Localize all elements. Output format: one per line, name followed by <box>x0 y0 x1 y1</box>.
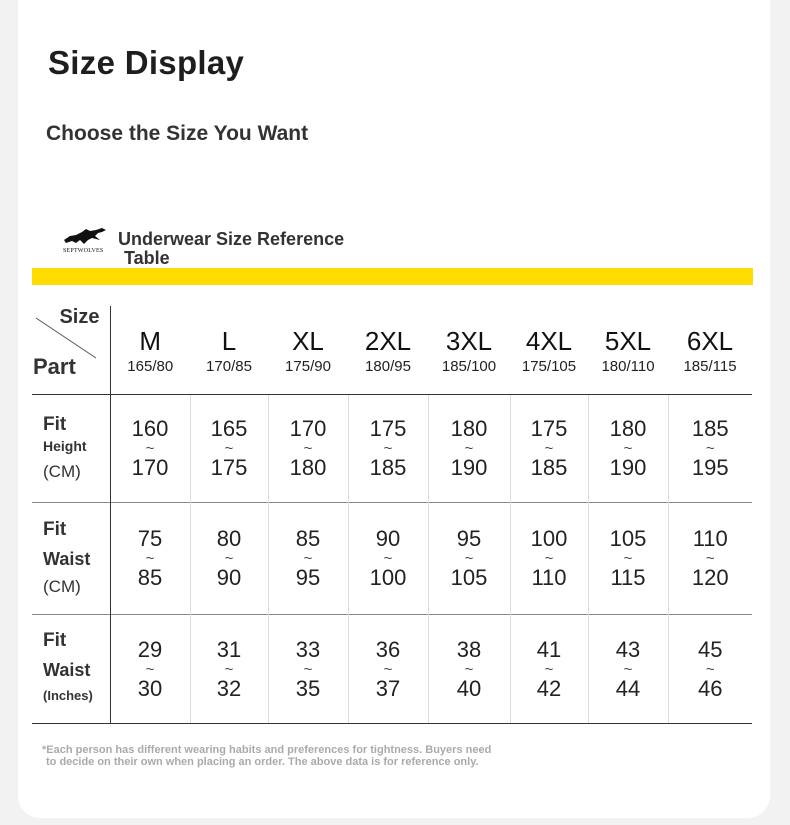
range-max: 115 <box>610 565 646 590</box>
range-min: 165 <box>210 416 248 441</box>
size-value-cell <box>668 503 752 615</box>
size-code: 170/85 <box>206 357 252 375</box>
row-label-cell <box>32 615 110 724</box>
table-row-fit-height <box>32 395 752 503</box>
range-min: 43 <box>615 636 641 662</box>
range-max: 190 <box>609 455 647 480</box>
size-code: 185/115 <box>683 357 737 375</box>
range-min: 160 <box>131 416 169 441</box>
table-row-fit-waist-cm <box>32 503 752 615</box>
size-code: 180/110 <box>601 357 655 375</box>
table-row-fit-waist-inches <box>32 615 752 724</box>
size-value-cell <box>110 503 190 615</box>
row-label-measure: Waist <box>43 548 91 569</box>
range-separator: ~ <box>705 440 715 457</box>
corner-part-label: Part <box>33 354 76 379</box>
range-separator: ~ <box>464 550 474 567</box>
row-label-fit: Fit <box>43 518 67 540</box>
size-value-cell <box>268 615 348 724</box>
size-value-cell <box>428 395 510 503</box>
range-max: 190 <box>450 455 488 480</box>
range-max: 180 <box>289 455 327 480</box>
range-separator: ~ <box>224 550 234 567</box>
corner-cell <box>32 306 110 395</box>
range-max: 37 <box>375 675 401 701</box>
row-label-cell <box>32 395 110 503</box>
range-max: 170 <box>131 455 169 480</box>
size-label: M <box>139 325 162 356</box>
size-value-cell <box>348 395 428 503</box>
size-code: 175/90 <box>285 357 331 375</box>
range-max: 85 <box>137 565 163 590</box>
range-separator: ~ <box>544 440 554 457</box>
range-min: 33 <box>295 636 321 662</box>
size-value-cell <box>190 615 268 724</box>
range-max: 30 <box>137 675 163 701</box>
range-min: 95 <box>456 526 482 551</box>
range-separator: ~ <box>623 660 633 678</box>
row-label-measure: Height <box>43 437 87 454</box>
size-value-cell <box>428 503 510 615</box>
range-max: 175 <box>210 455 248 480</box>
size-label: 2XL <box>364 325 412 356</box>
range-min: 85 <box>295 526 321 551</box>
size-value-cell <box>190 395 268 503</box>
size-value-cell <box>668 615 752 724</box>
range-min: 31 <box>216 636 242 662</box>
range-max: 185 <box>530 455 568 480</box>
range-min: 36 <box>375 636 401 662</box>
range-separator: ~ <box>224 440 234 457</box>
range-max: 44 <box>615 675 641 701</box>
range-separator: ~ <box>303 440 313 457</box>
size-code: 180/95 <box>365 357 411 375</box>
range-min: 90 <box>375 526 401 551</box>
range-min: 175 <box>369 416 407 441</box>
accent-bar <box>32 268 753 285</box>
range-min: 180 <box>609 416 647 441</box>
size-value-cell <box>588 615 668 724</box>
range-max: 35 <box>295 675 321 701</box>
row-label-fit: Fit <box>43 630 67 651</box>
range-separator: ~ <box>145 660 155 678</box>
size-value-cell <box>588 395 668 503</box>
range-max: 40 <box>456 675 482 701</box>
size-code: 165/80 <box>127 357 174 375</box>
size-value-cell <box>268 395 348 503</box>
range-separator: ~ <box>623 440 633 457</box>
range-max: 110 <box>531 565 567 590</box>
reference-title-line2: Table <box>124 248 170 268</box>
range-separator: ~ <box>544 550 554 567</box>
size-value-cell <box>588 503 668 615</box>
range-separator: ~ <box>544 660 554 678</box>
size-code: 185/100 <box>441 357 497 375</box>
range-max: 46 <box>698 675 723 701</box>
size-table <box>32 306 752 724</box>
corner-size-label: Size <box>59 306 100 328</box>
range-separator: ~ <box>383 440 393 457</box>
page-title: Size Display <box>48 44 245 81</box>
size-label: 6XL <box>686 325 734 356</box>
range-max: 32 <box>216 675 242 701</box>
size-label: 3XL <box>445 325 493 356</box>
range-min: 175 <box>530 416 568 441</box>
size-header <box>110 306 190 395</box>
range-separator: ~ <box>705 550 715 567</box>
row-label-cell <box>32 503 110 615</box>
range-separator: ~ <box>623 550 633 567</box>
range-max: 95 <box>295 565 321 590</box>
range-min: 180 <box>450 416 488 441</box>
size-value-cell <box>510 395 588 503</box>
range-min: 170 <box>289 416 327 441</box>
size-value-cell <box>510 503 588 615</box>
range-min: 105 <box>609 526 647 551</box>
range-min: 38 <box>456 636 482 662</box>
size-value-cell <box>668 395 752 503</box>
range-separator: ~ <box>303 550 313 567</box>
range-min: 185 <box>691 416 729 441</box>
range-min: 29 <box>137 636 163 662</box>
range-separator: ~ <box>383 660 393 678</box>
disclaimer-note <box>42 744 491 768</box>
table-header-row <box>32 306 752 395</box>
size-header <box>190 306 268 395</box>
range-separator: ~ <box>464 440 474 457</box>
range-separator: ~ <box>383 550 393 567</box>
size-value-cell <box>348 615 428 724</box>
page-subtitle: Choose the Size You Want <box>46 122 309 145</box>
range-separator: ~ <box>464 660 474 678</box>
reference-table-title <box>118 230 418 268</box>
size-value-cell <box>348 503 428 615</box>
range-max: 100 <box>369 565 407 590</box>
range-separator: ~ <box>705 660 715 678</box>
size-value-cell <box>190 503 268 615</box>
size-label: XL <box>292 325 324 356</box>
size-label: 4XL <box>525 325 573 356</box>
size-value-cell <box>110 395 190 503</box>
range-max: 42 <box>536 675 562 701</box>
size-value-cell <box>428 615 510 724</box>
size-value-cell <box>268 503 348 615</box>
row-label-unit: (CM) <box>43 461 81 481</box>
range-separator: ~ <box>303 660 313 678</box>
range-separator: ~ <box>145 550 155 567</box>
size-value-cell <box>510 615 588 724</box>
size-header <box>348 306 428 395</box>
range-max: 185 <box>369 455 407 480</box>
size-header <box>428 306 510 395</box>
size-label: L <box>221 325 237 356</box>
range-separator: ~ <box>145 440 155 457</box>
row-label-fit: Fit <box>43 413 67 435</box>
range-max: 90 <box>216 565 242 590</box>
range-max: 120 <box>691 565 729 590</box>
row-label-measure: Waist <box>43 660 91 680</box>
size-label: 5XL <box>604 325 652 356</box>
size-header <box>668 306 752 395</box>
range-max: 105 <box>450 565 488 590</box>
range-min: 80 <box>216 526 242 551</box>
size-header <box>510 306 588 395</box>
range-separator: ~ <box>224 660 234 678</box>
brand-name: SEPTWOLVES <box>63 248 104 254</box>
row-label-unit: (Inches) <box>43 688 93 703</box>
reference-title-line1: Underwear Size Reference <box>118 229 345 249</box>
size-header <box>268 306 348 395</box>
row-label-unit: (CM) <box>43 576 81 596</box>
size-header <box>588 306 668 395</box>
range-min: 45 <box>698 636 723 662</box>
size-code: 175/105 <box>521 357 577 375</box>
range-min: 75 <box>137 526 163 551</box>
disclaimer-line2: to decide on their own when placing an order. The above data is for reference only. <box>46 756 479 768</box>
size-value-cell <box>110 615 190 724</box>
range-min: 110 <box>692 526 728 551</box>
range-min: 100 <box>530 526 568 551</box>
range-max: 195 <box>691 455 729 480</box>
range-min: 41 <box>536 636 562 662</box>
disclaimer-line1: *Each person has different wearing habits and preferences for tightness. Buyers need <box>42 744 492 756</box>
